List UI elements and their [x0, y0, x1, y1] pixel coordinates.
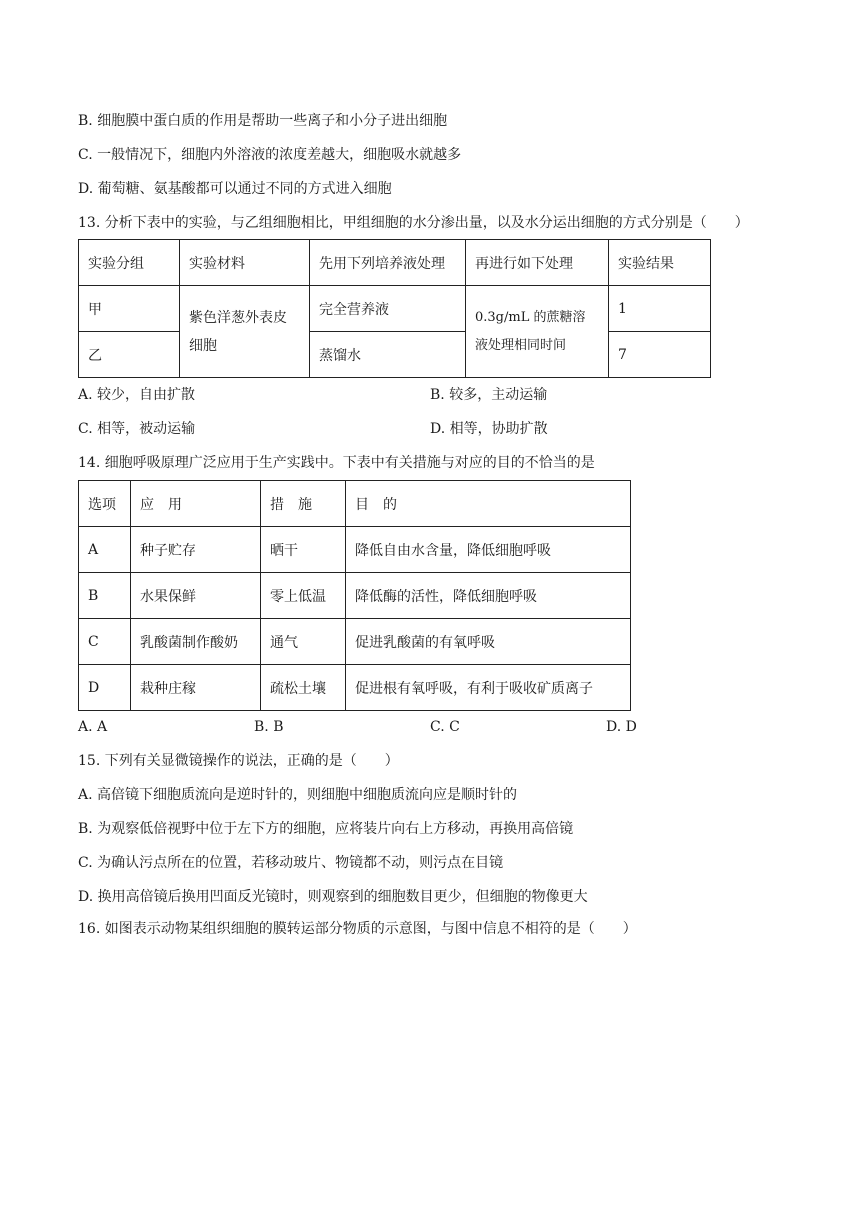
- q14-option-b: B. B: [254, 719, 284, 735]
- table-header-row: [79, 240, 711, 286]
- q13-option-d: D. 相等，协助扩散: [430, 421, 548, 437]
- table-row: [79, 665, 631, 711]
- group-cell: 乙: [79, 332, 180, 378]
- q13-table: [78, 239, 711, 378]
- material-cell: [180, 286, 310, 378]
- table-header-row: [79, 481, 631, 527]
- q15-option-a: A. 高倍镜下细胞质流向是逆时针的，则细胞中细胞质流向应是顺时针的: [78, 787, 518, 803]
- table-cell: 乳酸菌制作酸奶: [131, 619, 261, 665]
- medium-cell: 蒸馏水: [310, 332, 466, 378]
- q14-option-d: D. D: [606, 719, 637, 735]
- material-line: 细胞: [189, 337, 217, 354]
- table-cell: 水果保鲜: [131, 573, 261, 619]
- table-cell: 降低酶的活性，降低细胞呼吸: [346, 573, 631, 619]
- table-cell: 种子贮存: [131, 527, 261, 573]
- medium-cell: 完全营养液: [310, 286, 466, 332]
- header-cell: 实验结果: [609, 240, 711, 286]
- q15-option-c: C. 为确认污点所在的位置，若移动玻片、物镜都不动，则污点在目镜: [78, 855, 504, 871]
- q14-option-a: A. A: [78, 719, 108, 735]
- result-cell: 1: [609, 286, 711, 332]
- table-cell: B: [79, 573, 131, 619]
- table-row: [79, 573, 631, 619]
- table-cell: 促进根有氧呼吸，有利于吸收矿质离子: [346, 665, 631, 711]
- q13-option-b: B. 较多，主动运输: [430, 387, 548, 403]
- q14-stem: 14. 细胞呼吸原理广泛应用于生产实践中。下表中有关措施与对应的目的不恰当的是: [78, 455, 595, 471]
- table-cell: 零上低温: [261, 573, 346, 619]
- table-row: [79, 619, 631, 665]
- group-cell: 甲: [79, 286, 180, 332]
- header-cell: 实验材料: [180, 240, 310, 286]
- table-row: [79, 332, 711, 378]
- q13-stem: 13. 分析下表中的实验，与乙组细胞相比，甲组细胞的水分渗出量，以及水分运出细胞的方式分别是（ ）: [78, 215, 749, 231]
- q13-option-c: C. 相等，被动运输: [78, 421, 196, 437]
- table-cell: 晒干: [261, 527, 346, 573]
- result-cell: 7: [609, 332, 711, 378]
- q14-option-c: C. C: [430, 719, 460, 735]
- table-cell: 疏松土壤: [261, 665, 346, 711]
- header-cell: 措 施: [261, 481, 346, 527]
- q13-option-a: A. 较少，自由扩散: [78, 387, 196, 403]
- q16-stem: 16. 如图表示动物某组织细胞的膜转运部分物质的示意图，与图中信息不相符的是（ ）: [78, 921, 637, 937]
- header-cell: 应 用: [131, 481, 261, 527]
- process-line: 液处理相同时间: [475, 337, 567, 353]
- table-cell: 栽种庄稼: [131, 665, 261, 711]
- q15-option-b: B. 为观察低倍视野中位于左下方的细胞，应将装片向右上方移动，再换用高倍镜: [78, 821, 574, 837]
- header-cell: 再进行如下处理: [466, 240, 609, 286]
- header-cell: 选项: [79, 481, 131, 527]
- header-cell: 目 的: [346, 481, 631, 527]
- table-row: [79, 527, 631, 573]
- process-line: 0.3g/mL 的蔗糖溶: [475, 309, 586, 325]
- table-cell: 降低自由水含量，降低细胞呼吸: [346, 527, 631, 573]
- q15-option-d: D. 换用高倍镜后换用凹面反光镜时，则观察到的细胞数目更少，但细胞的物像更大: [78, 889, 588, 905]
- q12-option-b: B. 细胞膜中蛋白质的作用是帮助一些离子和小分子进出细胞: [78, 113, 448, 129]
- process-cell: [466, 286, 609, 378]
- header-cell: 实验分组: [79, 240, 180, 286]
- table-cell: D: [79, 665, 131, 711]
- table-cell: C: [79, 619, 131, 665]
- header-cell: 先用下列培养液处理: [310, 240, 466, 286]
- table-cell: 促进乳酸菌的有氧呼吸: [346, 619, 631, 665]
- q15-stem: 15. 下列有关显微镜操作的说法，正确的是（ ）: [78, 753, 399, 769]
- q14-table: [78, 480, 631, 711]
- table-row: [79, 286, 711, 332]
- q12-option-c: C. 一般情况下，细胞内外溶液的浓度差越大，细胞吸水就越多: [78, 147, 462, 163]
- table-cell: A: [79, 527, 131, 573]
- material-line: 紫色洋葱外表皮: [189, 309, 287, 326]
- q12-option-d: D. 葡萄糖、氨基酸都可以通过不同的方式进入细胞: [78, 181, 392, 197]
- table-cell: 通气: [261, 619, 346, 665]
